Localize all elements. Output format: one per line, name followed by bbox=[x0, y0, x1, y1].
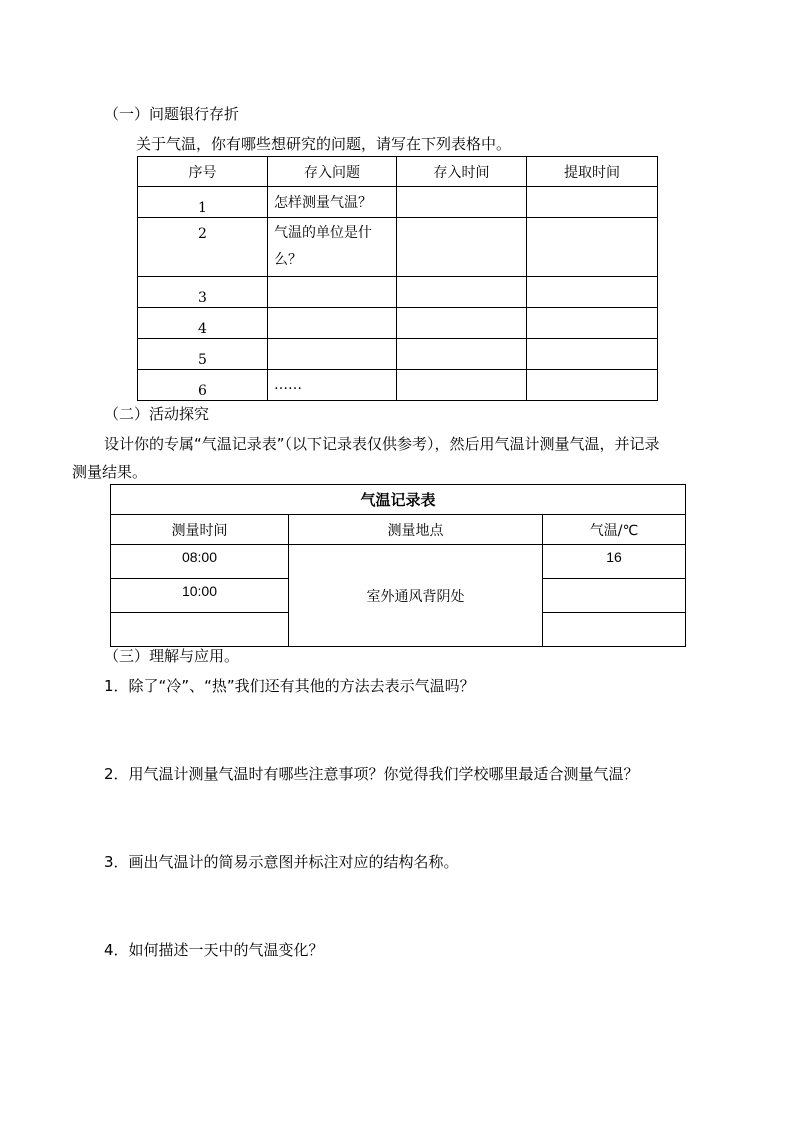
col-header-withdraw-time: 提取时间 bbox=[527, 157, 658, 187]
table-row bbox=[138, 370, 658, 401]
col-header-location: 测量地点 bbox=[289, 515, 543, 545]
col-header-deposit-time: 存入时间 bbox=[397, 157, 527, 187]
table-header-row bbox=[138, 157, 658, 187]
table-row bbox=[111, 545, 686, 579]
row-withdraw-time bbox=[527, 370, 658, 401]
record-temperature bbox=[543, 579, 686, 613]
section1-intro: 关于气温，你有哪些想研究的问题，请写在下列表格中。 bbox=[136, 135, 512, 153]
section1-heading: （一）问题银行存折 bbox=[104, 105, 240, 123]
table-row bbox=[138, 308, 658, 339]
row-withdraw-time bbox=[527, 308, 658, 339]
record-temperature bbox=[543, 613, 686, 647]
row-question: …… bbox=[268, 370, 397, 401]
section2-intro-line2: 测量结果。 bbox=[72, 463, 148, 481]
record-location: 室外通风背阴处 bbox=[289, 545, 543, 647]
row-question bbox=[268, 277, 397, 308]
temperature-record-table bbox=[110, 484, 686, 647]
col-header-question: 存入问题 bbox=[268, 157, 397, 187]
col-header-time: 测量时间 bbox=[111, 515, 289, 545]
row-withdraw-time bbox=[527, 187, 658, 218]
row-withdraw-time bbox=[527, 277, 658, 308]
table-row bbox=[138, 339, 658, 370]
record-temperature: 16 bbox=[543, 545, 686, 579]
row-number: 4 bbox=[138, 308, 268, 339]
row-number: 2 bbox=[138, 218, 268, 277]
record-time: 10:00 bbox=[111, 579, 289, 613]
section2-intro-line1: 设计你的专属“气温记录表”（以下记录表仅供参考），然后用气温计测量气温，并记录 bbox=[104, 435, 660, 453]
row-deposit-time bbox=[397, 370, 527, 401]
col-header-number: 序号 bbox=[138, 157, 268, 187]
question-1: 1．除了“冷”、“热”我们还有其他的方法去表示气温吗？ bbox=[104, 677, 475, 695]
table-row bbox=[138, 277, 658, 308]
row-question bbox=[268, 339, 397, 370]
record-title-row bbox=[111, 485, 686, 515]
row-number: 5 bbox=[138, 339, 268, 370]
row-withdraw-time bbox=[527, 339, 658, 370]
row-question: 怎样测量气温？ bbox=[268, 187, 397, 218]
table-row bbox=[138, 187, 658, 218]
question-bank-table bbox=[137, 156, 658, 401]
row-question: 气温的单位是什么？ bbox=[268, 218, 397, 277]
row-deposit-time bbox=[397, 187, 527, 218]
question-2: 2．用气温计测量气温时有哪些注意事项？你觉得我们学校哪里最适合测量气温？ bbox=[104, 765, 639, 783]
table-row bbox=[138, 218, 658, 277]
record-time: 08:00 bbox=[111, 545, 289, 579]
row-number: 1 bbox=[138, 187, 268, 218]
question-3: 3．画出气温计的简易示意图并标注对应的结构名称。 bbox=[104, 853, 459, 871]
row-number: 3 bbox=[138, 277, 268, 308]
row-deposit-time bbox=[397, 277, 527, 308]
record-header-row bbox=[111, 515, 686, 545]
section2-heading: （二）活动探究 bbox=[104, 405, 210, 423]
record-time bbox=[111, 613, 289, 647]
row-deposit-time bbox=[397, 308, 527, 339]
section3-heading: （三）理解与应用。 bbox=[104, 647, 240, 665]
row-question bbox=[268, 308, 397, 339]
question-4: 4．如何描述一天中的气温变化？ bbox=[104, 941, 324, 959]
col-header-temperature: 气温/℃ bbox=[543, 515, 686, 545]
record-table-title: 气温记录表 bbox=[111, 485, 686, 515]
row-number: 6 bbox=[138, 370, 268, 401]
row-withdraw-time bbox=[527, 218, 658, 277]
row-deposit-time bbox=[397, 339, 527, 370]
row-deposit-time bbox=[397, 218, 527, 277]
